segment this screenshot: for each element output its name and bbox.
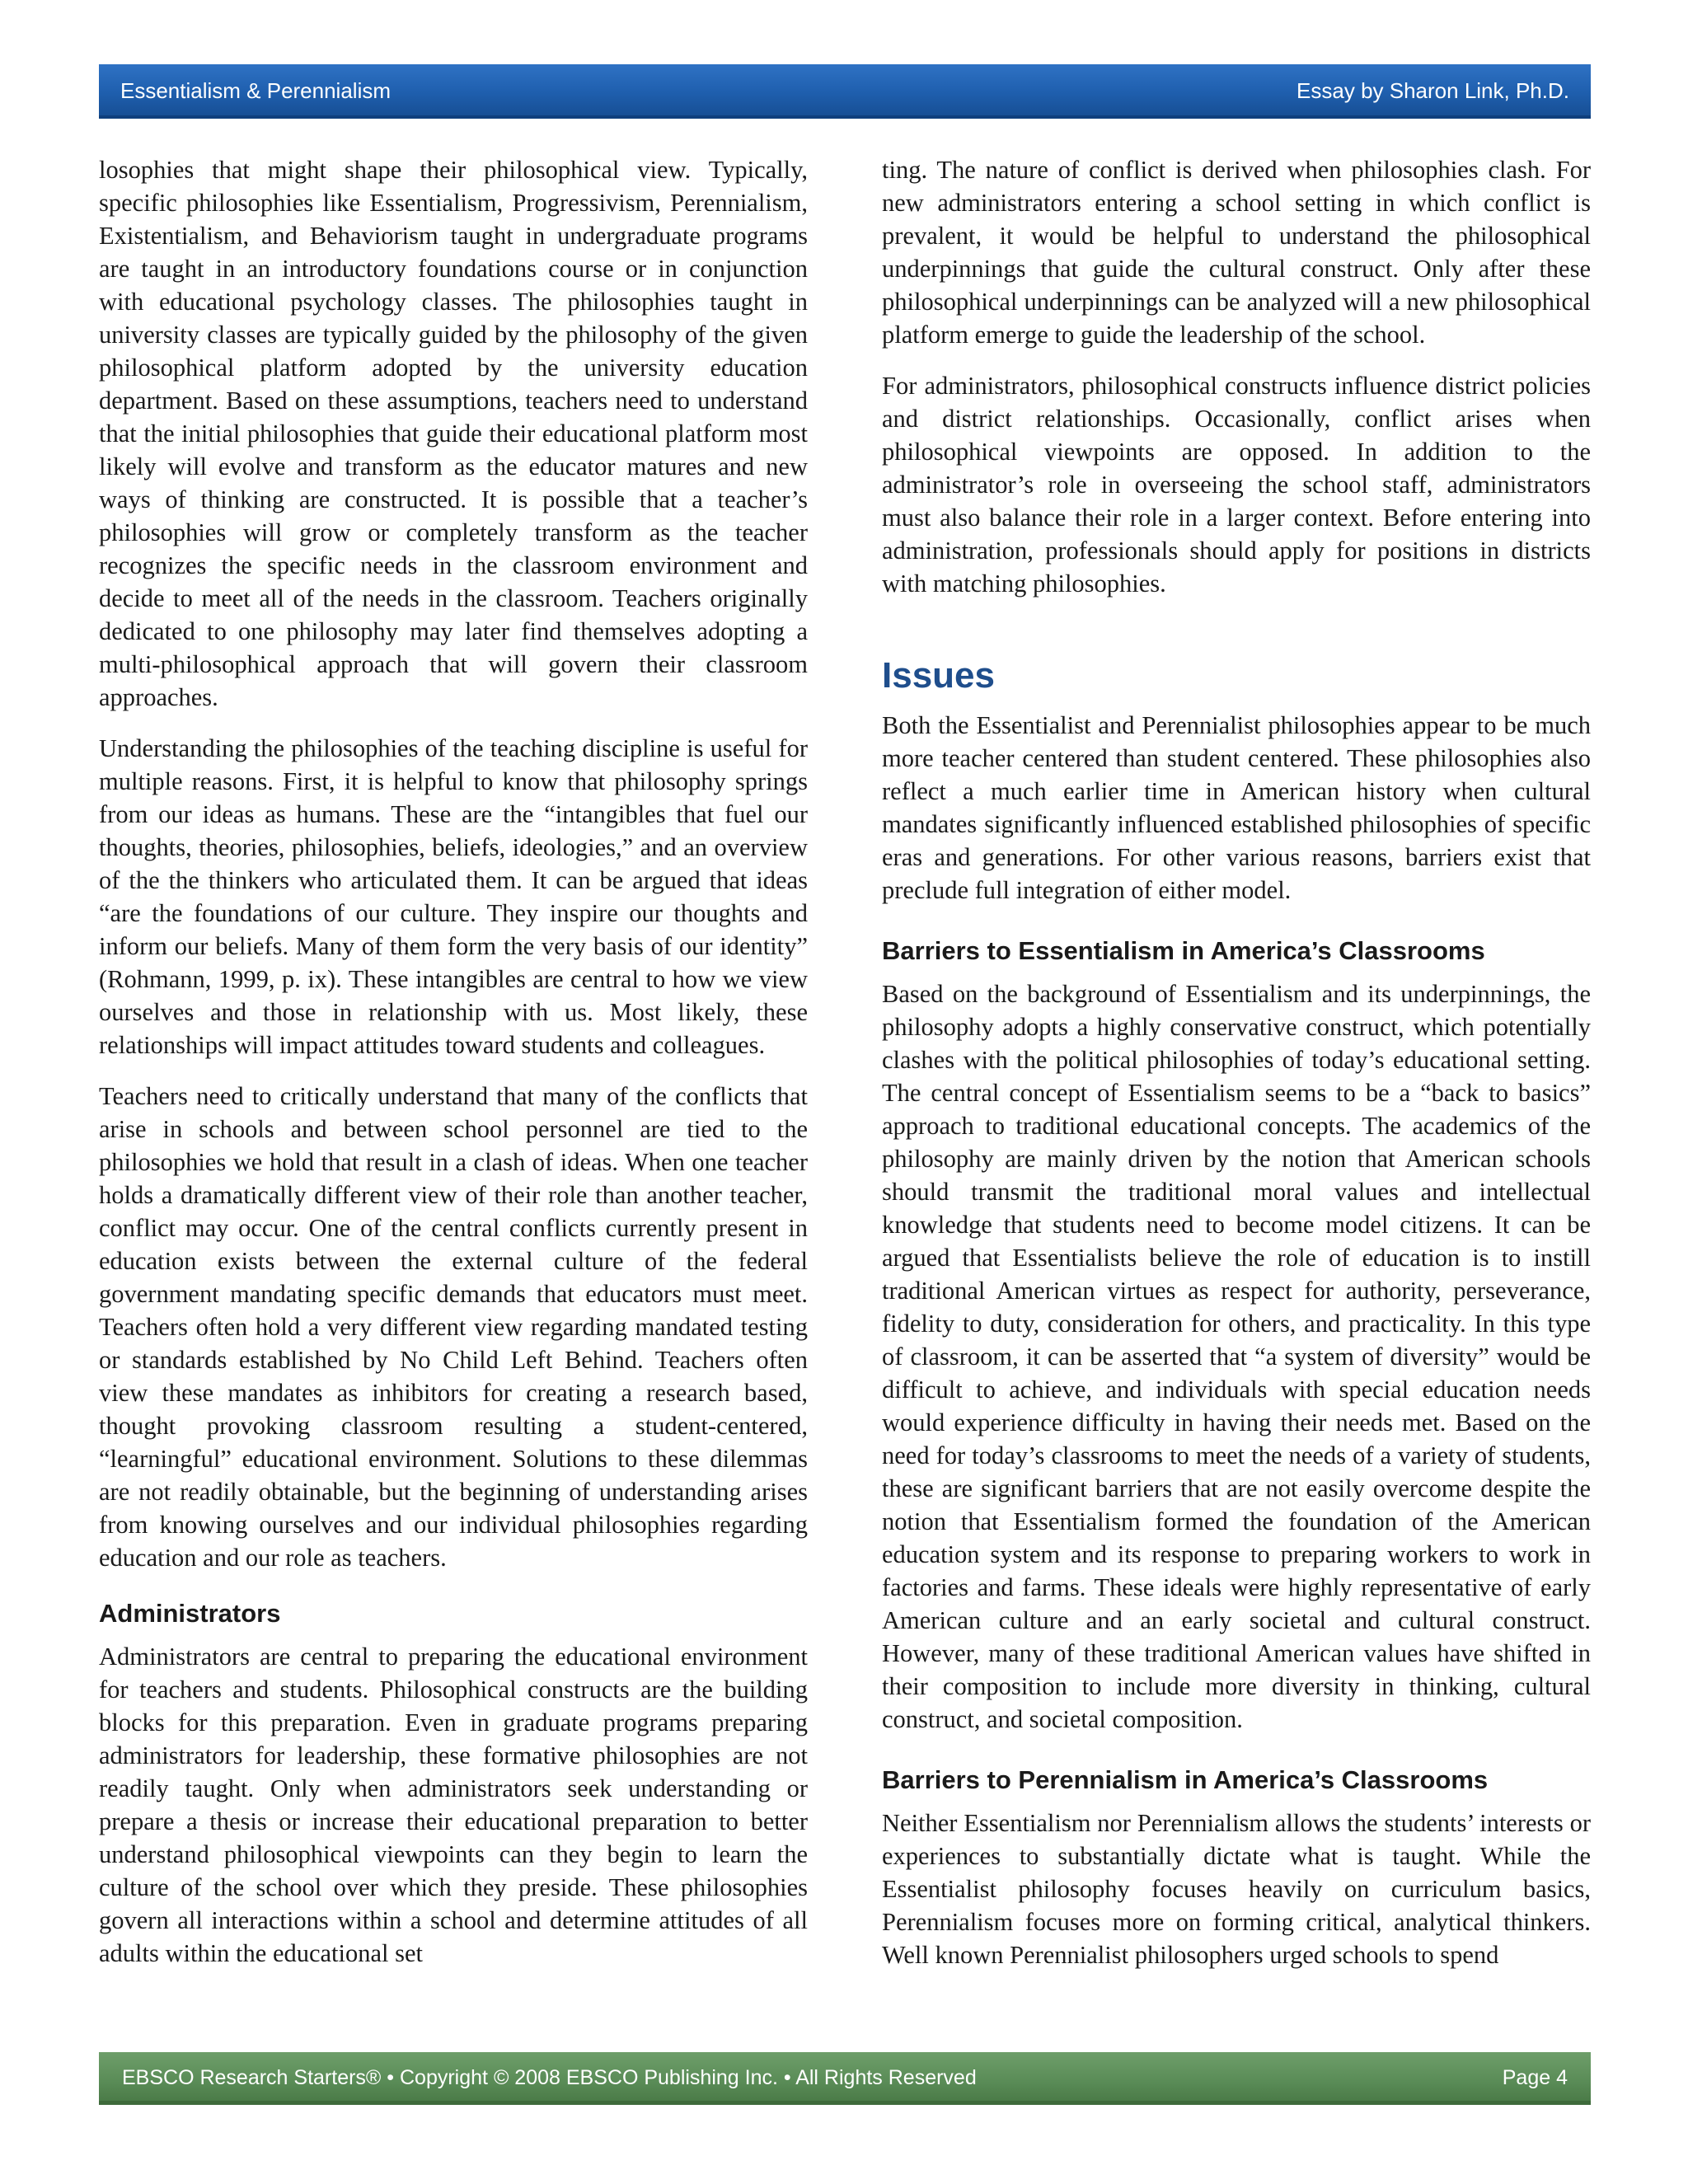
body-paragraph: For administrators, philosophical constructs influence district policies and district relationships. Occasionally, conflict arises when philosophical viewpoints are opposed. In addition to the administrator’s role in overseeing the school staff, administrators must also balance their role in a larger context. Before entering into administration, professionals should apply for positions in districts with matching philosophies. [882,372,1591,598]
footer-copyright: EBSCO Research Starters® • Copyright © 2008 EBSCO Publishing Inc. • All Rights Reserved [122,2066,977,2089]
body-paragraph: Both the Essentialist and Perennialist philosophies appear to be much more teacher centered than student centered. These philosophies also reflect a much earlier time in American history when cultural mandates significantly influenced established philosophies of specific eras and generations. For other various reasons, barriers exist that preclude full integration of either model. [882,711,1591,904]
body-paragraph: Administrators are central to preparing the educational environment for teachers and students. Philosophical constructs are the building blocks for this preparation. Even in graduate programs preparing administrators for leadership, these formative philosophies are not readily taught. Only when administrators seek understanding or prepare a thesis or increase their educational preparation to better understand philosophical viewpoints can they begin to learn the culture of the school over which they preside. These philosophies govern all interactions within a school and determine attitudes of all adults within the educational set [99,1643,808,1967]
page-number: Page 4 [1502,2066,1568,2089]
issues-heading: Issues [882,655,995,696]
barriers-perennialism-heading: Barriers to Perennialism in America’s Classrooms [882,1765,1489,1794]
running-footer [99,2052,1591,2105]
running-header [99,64,1591,119]
left-column [99,153,808,1970]
administrators-heading: Administrators [99,1599,281,1628]
body-paragraph: Neither Essentialism nor Perennialism allows the students’ interests or experiences to substantially dictate what is taught. While the Essentialist philosophy focuses heavily on curriculum basics, Perennialism focuses more on forming critical, analytical thinkers. Well known Perennialist philosophers urged schools to spend [882,1809,1591,1969]
barriers-essentialism-heading: Barriers to Essentialism in America’s Classrooms [882,936,1485,965]
body-paragraph: losophies that might shape their philosophical view. Typically, specific philosophies like Essentialism, Progressivism, Perennialism, Existentialism, and Behaviorism taught in undergraduate programs are taught in an introductory foundations course or in conjunction with educational psychology classes. The philosophies taught in university classes are typically guided by the philosophy of the given philosophical platform adopted by the university education department. Based on these assumptions, teachers need to understand that the initial philosophies that guide their educational platform most likely will evolve and transform as the educator matures and new ways of thinking are constructed. It is possible that a teacher’s philosophies will grow or completely transform as the teacher recognizes the specific needs in the classroom environment and decide to meet all of the needs in the classroom. Teachers originally dedicated to one philosophy may later find themselves adopting a multi-philosophical approach that will govern their classroom approaches. [99,156,808,711]
body-paragraph: Understanding the philosophies of the teaching discipline is useful for multiple reasons. First, it is helpful to know that philosophy springs from our ideas as humans. These are the “intangibles that fuel our thoughts, theories, philosophies, beliefs, ideologies,” and an overview of the the thinkers who articulated them. It can be argued that ideas “are the foundations of our culture. They inspire our thoughts and inform our beliefs. Many of them form the very basis of our identity” (Rohmann, 1999, p. ix). These intangibles are central to how we view ourselves and those in relationship with us. Most likely, these relationships will impact attitudes toward students and colleagues. [99,734,808,1059]
right-column [882,153,1591,1971]
body-paragraph: Teachers need to critically understand that many of the conflicts that arise in schools and between school personnel are tied to the philosophies we hold that result in a clash of ideas. When one teacher holds a dramatically different view of their role than another teacher, conflict may occur. One of the central conflicts currently present in education exists between the external culture of the federal government mandating specific demands that educators must meet. Teachers often hold a very different view regarding mandated testing or standards established by No Child Left Behind. Teachers often view these mandates as inhibitors for creating a research based, thought provoking classroom resulting a student-centered, “learningful” educational environment. Solutions to these dilemmas are not readily obtainable, but the beginning of understanding arises from knowing ourselves and our individual philosophies regarding education and our role as teachers. [99,1082,808,1572]
header-title: Essentialism & Perennialism [120,78,392,103]
body-paragraph: ting. The nature of conflict is derived when philosophies clash. For new administrators entering a school setting in which conflict is prevalent, it would be helpful to understand the philosophical underpinnings that guide the cultural construct. Only after these philosophical underpinnings can be analyzed will a new philosophical platform emerge to guide the leadership of the school. [882,156,1591,349]
header-author: Essay by Sharon Link, Ph.D. [1296,78,1569,103]
body-paragraph: Based on the background of Essentialism and its underpinnings, the philosophy adopts a highly conservative construct, which potentially clashes with the political philosophies of today’s educational setting. The central concept of Essentialism seems to be a “back to basics” approach to traditional educational concepts. The academics of the philosophy are mainly driven by the notion that American schools should transmit the traditional moral values and intellectual knowledge that students need to become model citizens. It can be argued that Essentialists believe the role of education is to instill traditional American virtues as respect for authority, perseverance, fidelity to duty, consideration for others, and practicality. In this type of classroom, it can be asserted that “a system of diversity” would be difficult to achieve, and individuals with special education needs would experience difficulty in having their needs met. Based on the need for today’s classrooms to meet the needs of a variety of students, these are significant barriers that are not easily overcome despite the notion that Essentialism formed the foundation of the American education system and its response to preparing workers to work in factories and farms. These ideals were highly representative of early American culture and an early societal and cultural construct. However, many of these traditional American values have shifted in their composition to include more diversity in thinking, cultural construct, and societal composition. [882,980,1591,1733]
